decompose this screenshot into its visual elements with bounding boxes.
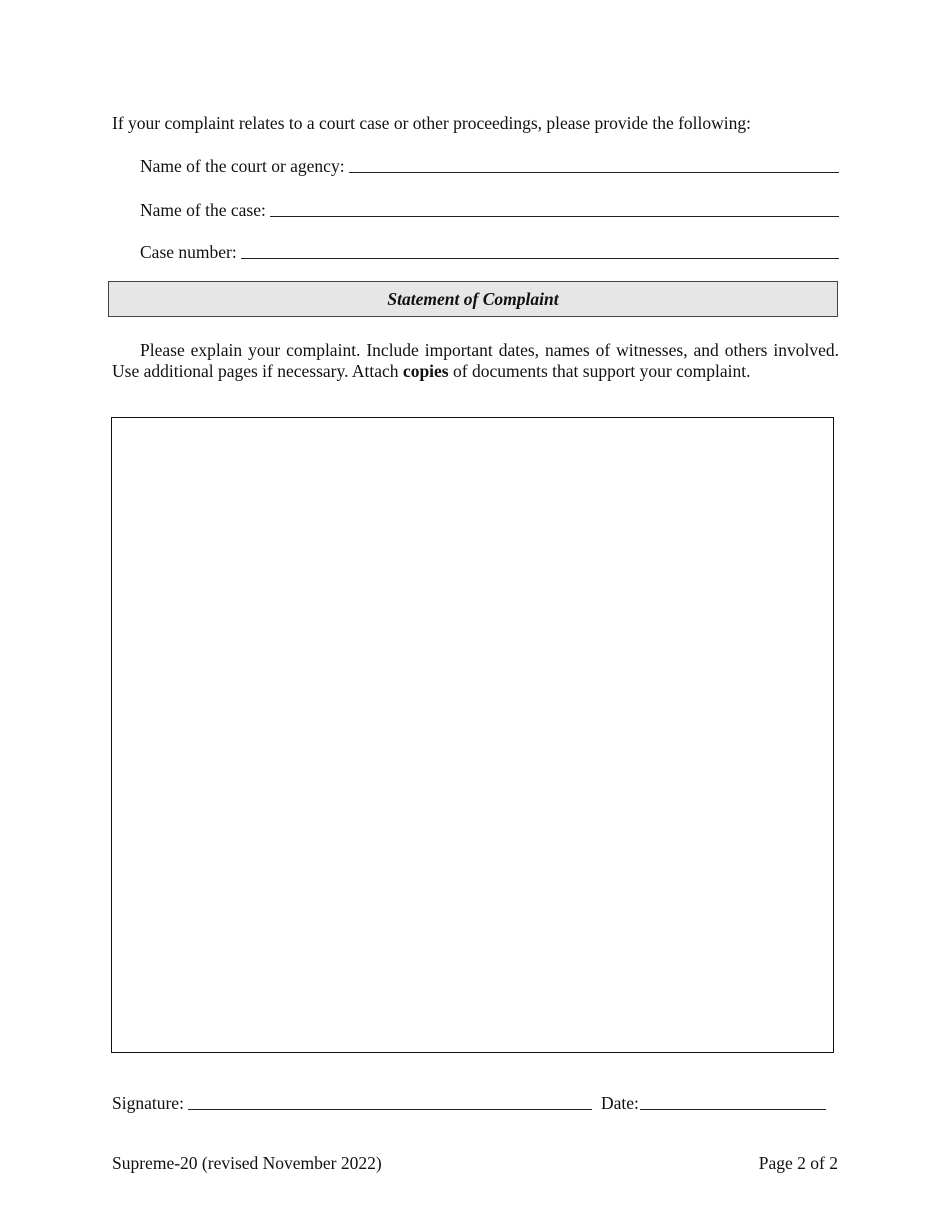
case-number-field[interactable]	[241, 258, 839, 259]
intro-text: If your complaint relates to a court case or other proceedings, please provide the following:	[112, 113, 752, 133]
case-number-label: Case number:	[140, 242, 237, 262]
complaint-text-area[interactable]	[111, 417, 834, 1053]
signature-label: Signature:	[112, 1093, 184, 1113]
court-agency-field[interactable]	[349, 172, 839, 173]
case-name-row	[140, 197, 839, 221]
form-id-footer: Supreme-20 (revised November 2022)	[112, 1153, 382, 1173]
case-number-row	[140, 239, 839, 263]
court-agency-label: Name of the court or agency:	[140, 156, 345, 176]
section-title: Statement of Complaint	[387, 288, 559, 309]
page-number-footer: Page 2 of 2	[758, 1153, 838, 1173]
statement-of-complaint-header	[108, 281, 838, 317]
signature-field[interactable]	[188, 1109, 592, 1110]
date-field[interactable]	[640, 1109, 826, 1110]
date-label: Date:	[600, 1093, 639, 1113]
case-name-label: Name of the case:	[140, 200, 266, 220]
signature-row	[112, 1090, 837, 1114]
instructions-paragraph	[112, 340, 839, 382]
instructions-text-1: Please explain your complaint. Include important dates, names of witnesses, and others involved. Use additional pages if necessary. Attach	[112, 340, 839, 381]
court-agency-row	[140, 153, 839, 177]
instructions-bold-copies: copies	[402, 361, 449, 381]
instructions-text-2: of documents that support your complaint.	[448, 361, 751, 381]
case-name-field[interactable]	[270, 216, 839, 217]
